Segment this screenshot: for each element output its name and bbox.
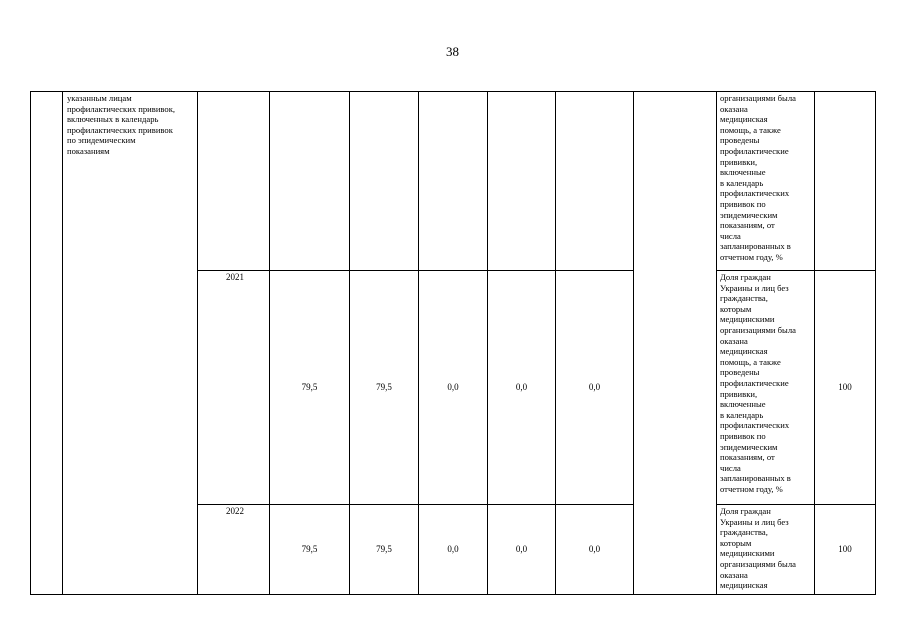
year-cell: 2021 bbox=[226, 272, 244, 282]
value-cell: 0,0 bbox=[588, 544, 601, 554]
target-value-cell: 100 bbox=[838, 382, 852, 392]
value-cell: 79,5 bbox=[376, 382, 392, 392]
target-value-cell: 100 bbox=[838, 544, 852, 554]
value-cell: 0,0 bbox=[515, 382, 528, 392]
value-cell: 0,0 bbox=[447, 544, 459, 554]
value-cell: 79,5 bbox=[301, 382, 318, 392]
year-cell: 2022 bbox=[226, 506, 244, 516]
value-cell: 79,5 bbox=[301, 544, 318, 554]
indicator-cell: организациями была оказана медицинская помощь, а также проведены профилактические прививки, включенные в календарь профилактических прививок по эпидемическим показаниям, от числа запланированных в отчетном году, % bbox=[720, 93, 796, 262]
page-number: 38 bbox=[446, 44, 459, 59]
event-name-cell: указанным лицам профилактических прививок, включенных в календарь профилактических прививок по эпидемическим показаниям bbox=[67, 93, 176, 156]
value-cell: 79,5 bbox=[376, 544, 392, 554]
value-cell: 0,0 bbox=[588, 382, 601, 392]
value-cell: 0,0 bbox=[447, 382, 459, 392]
indicator-cell: Доля граждан Украины и лиц без гражданства, которым медицинскими организациями была оказана медицинская помощь, а также проведены профилактические прививки, включенные в календарь профилактических прививок по эпидемическим показаниям, от числа запланированных в отчетном году, % bbox=[720, 272, 796, 494]
value-cell: 0,0 bbox=[515, 544, 528, 554]
indicator-cell: Доля граждан Украины и лиц без гражданства, которым медицинскими организациями была оказана медицинская bbox=[720, 506, 796, 591]
